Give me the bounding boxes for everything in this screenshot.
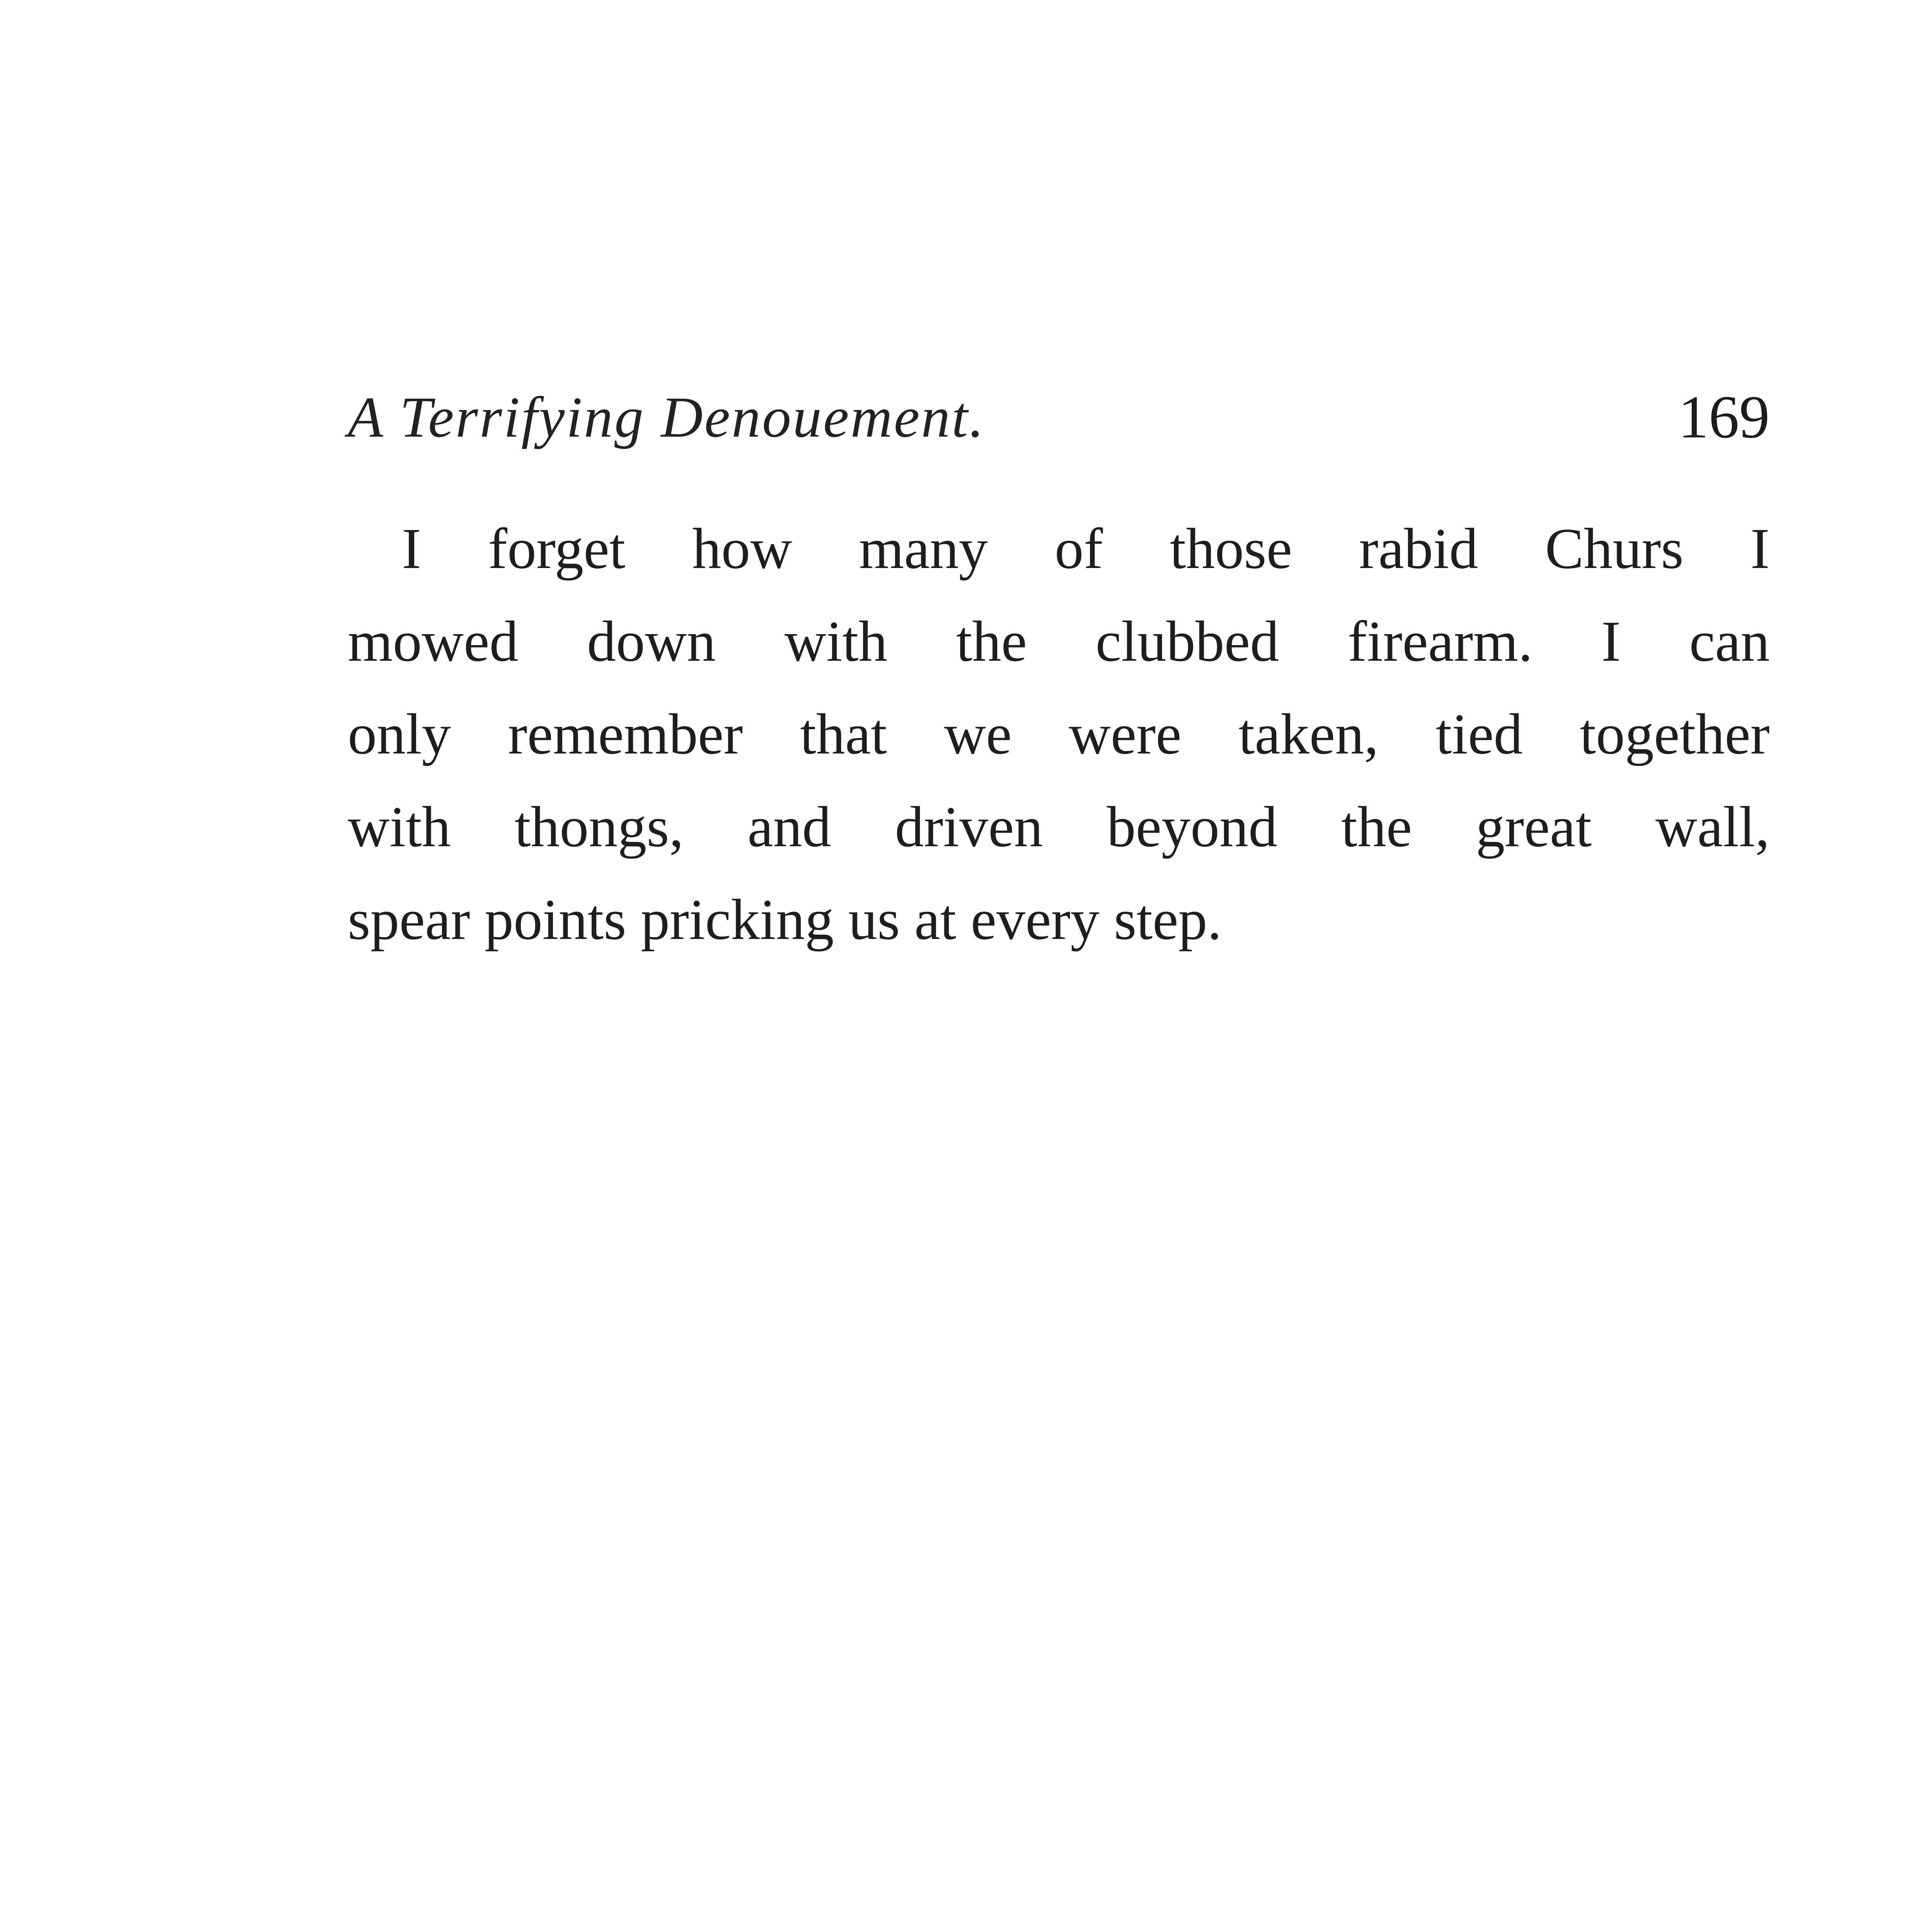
text-line-1: I forget how many of those rabid Churs I: [402, 517, 1770, 581]
text-line-3: only remember that we were taken, tied together: [348, 702, 1770, 766]
text-line-5: spear points pricking us at every step.: [348, 888, 1222, 952]
running-title: A Terrifying Denouement.: [348, 385, 986, 449]
text-line-2: mowed down with the clubbed firearm. I can: [348, 609, 1770, 673]
running-head: [348, 379, 1770, 456]
body-paragraph: [348, 510, 1770, 974]
page-number: 169: [1678, 383, 1770, 451]
text-line-4: with thongs, and driven beyond the great wall,: [348, 795, 1770, 859]
